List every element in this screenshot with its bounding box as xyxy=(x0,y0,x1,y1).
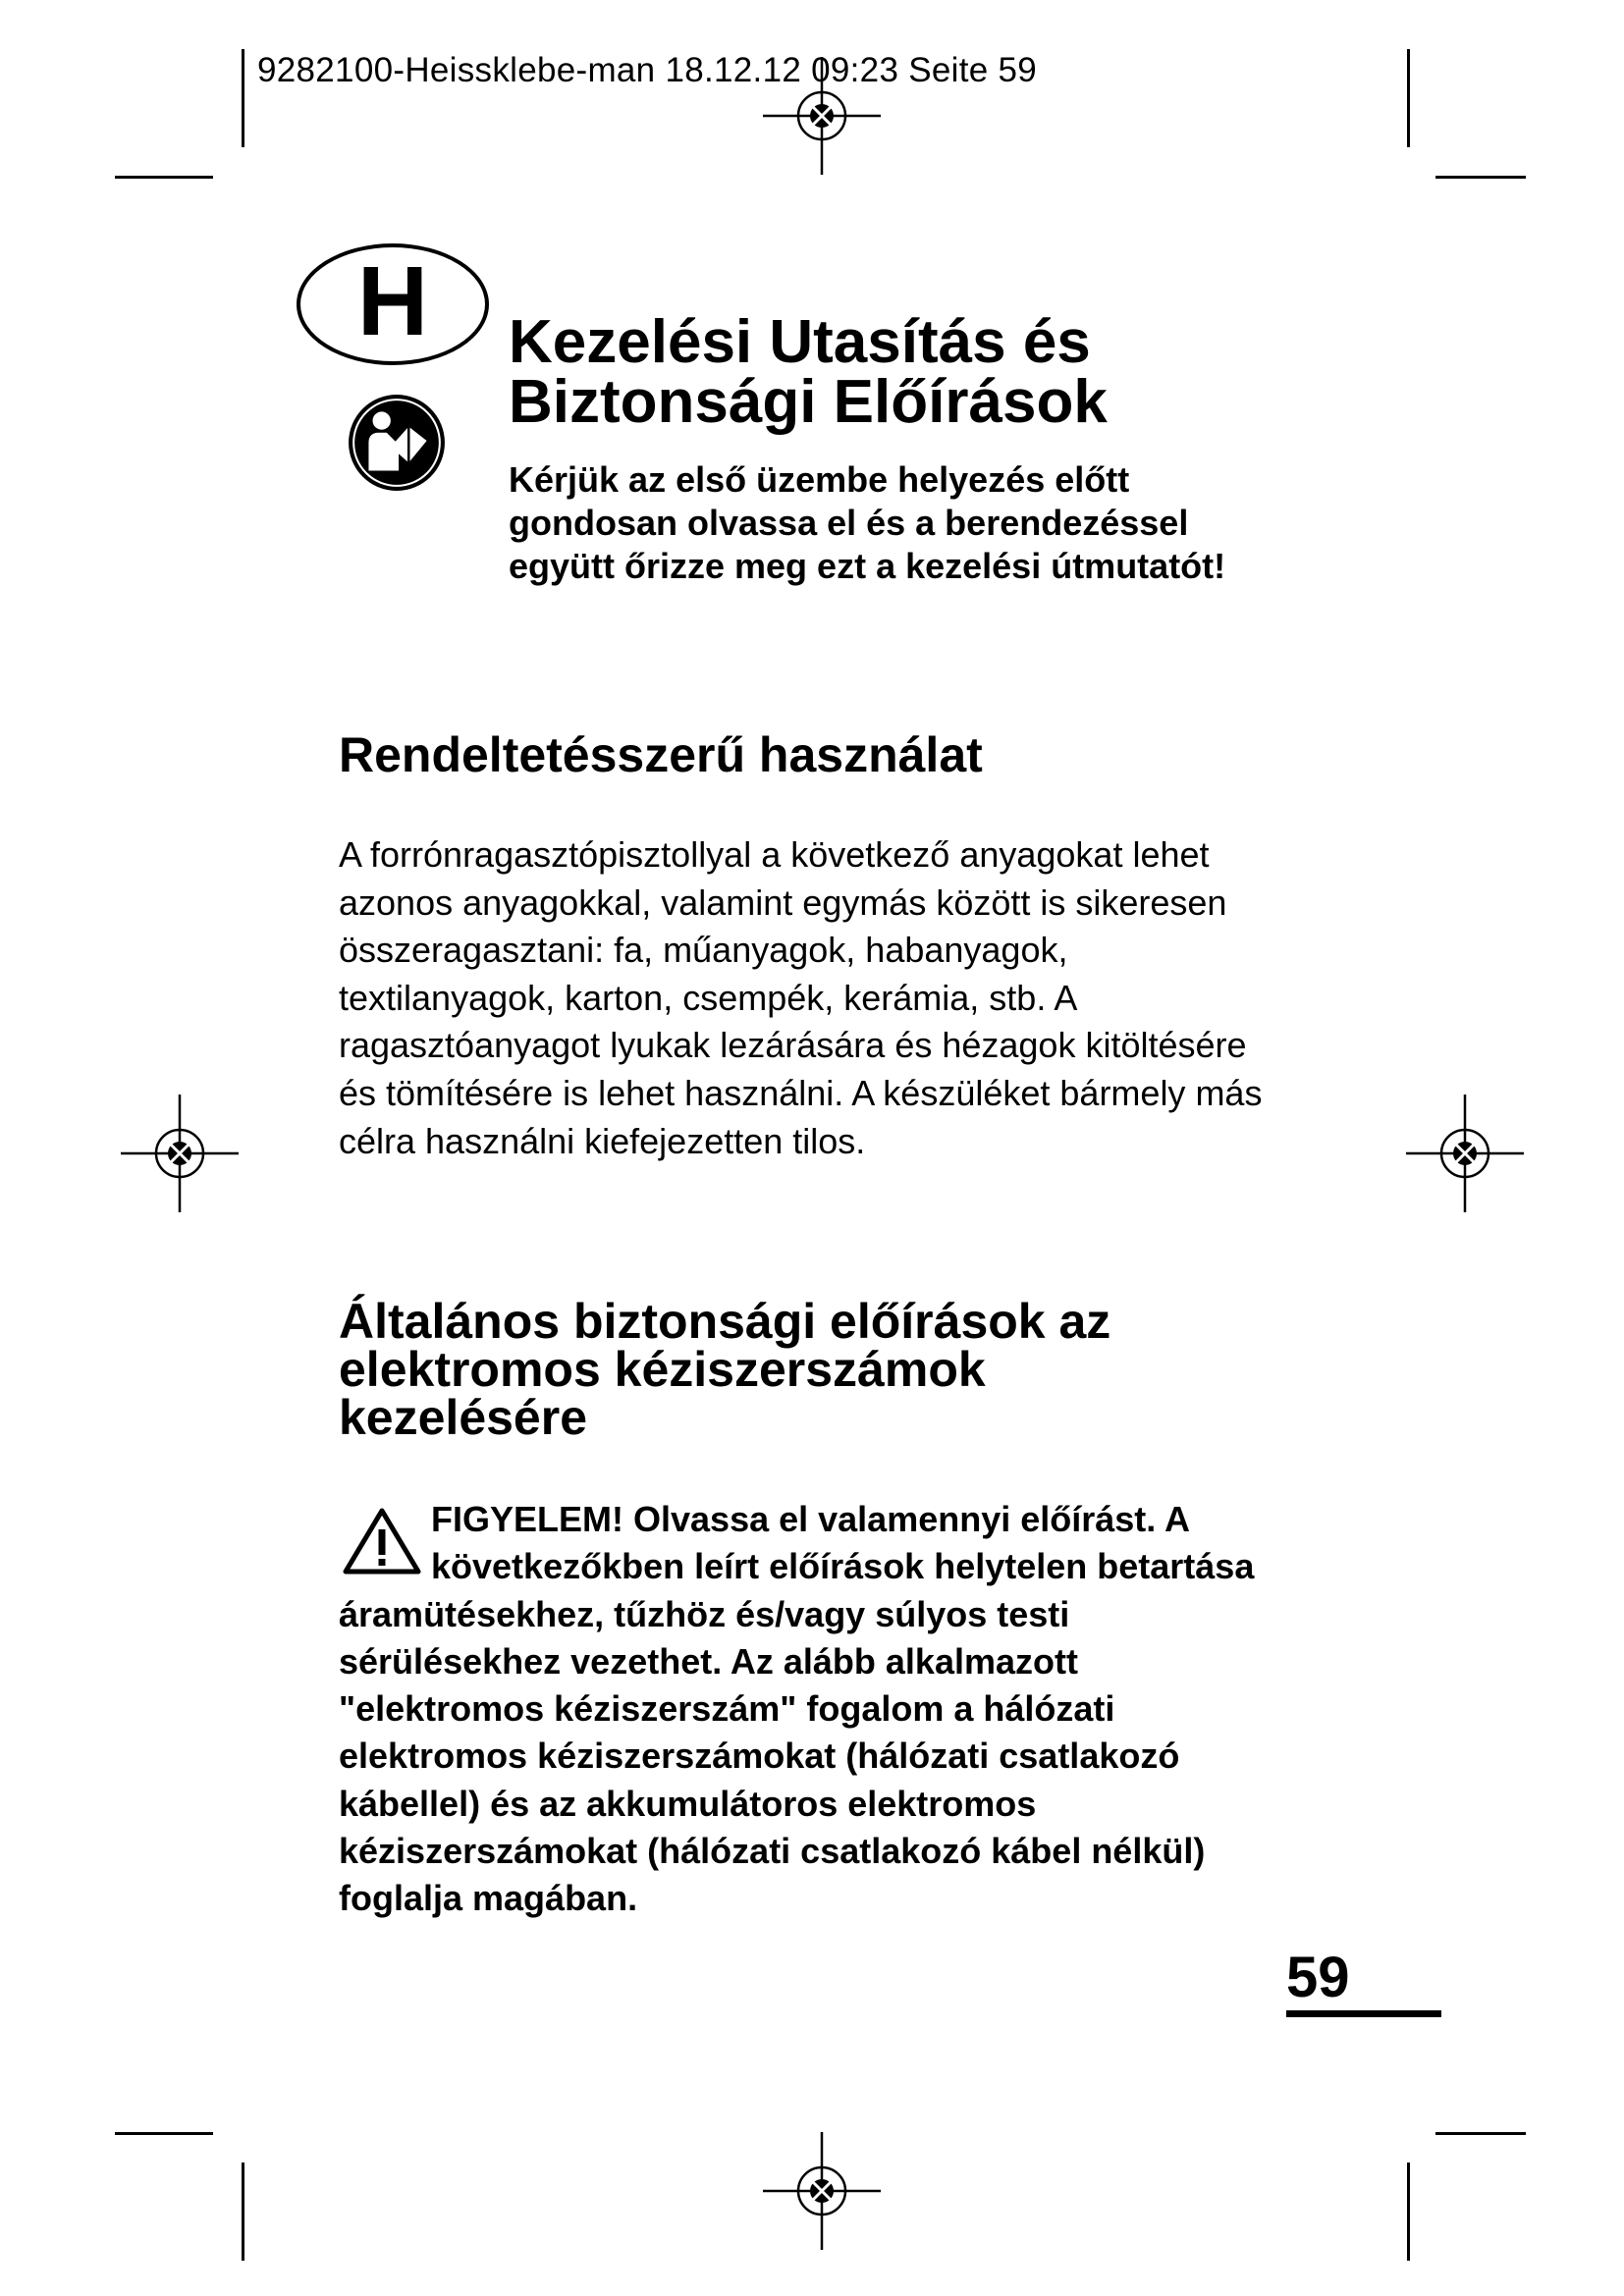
read-manual-icon xyxy=(347,393,447,493)
crop-mark-bottom-right-horizontal xyxy=(1435,2132,1526,2135)
crop-mark-bottom-right-vertical xyxy=(1407,2163,1410,2261)
safety-heading-line-1: Általános biztonsági előírások az xyxy=(339,1294,1111,1349)
safety-heading-line-2: elektromos kéziszerszámok xyxy=(339,1342,986,1397)
page-title xyxy=(509,308,1294,436)
crop-mark-bottom-left-horizontal xyxy=(115,2132,213,2135)
intro-text: Kérjük az első üzembe helyezés előtt gondosan olvassa el és a berendezéssel együtt őrizze meg ezt a kezelési útmutatót! xyxy=(509,459,1226,586)
registration-mark-icon xyxy=(121,1095,239,1212)
section-heading-intended-use: Rendeltetésszerű használat xyxy=(339,727,983,782)
crop-mark-top-right-vertical xyxy=(1407,49,1410,147)
safety-warning-text: FIGYELEM! Olvassa el valamennyi előírást. A következőkben leírt előírások helytelen betartása áramütésekhez, tűzhöz és/vagy súlyos testi sérülésekhez vezethet. Az alább alkalmazott "elektromos kéziszerszám" fogalom a hálózati elektromos kéziszerszámokat (hálózati csatlakozó kábellel) és az akkumulátoros elektromos kéziszerszámokat (hálózati csatlakozó kábel nélkül) foglalja magában. xyxy=(339,1499,1255,1919)
registration-mark-icon xyxy=(1406,1095,1524,1212)
crop-mark-top-right-horizontal xyxy=(1435,176,1526,179)
crop-mark-bottom-left-vertical xyxy=(242,2163,244,2261)
page-number: 59 xyxy=(1286,1946,1350,2009)
section-body-intended-use: A forrónragasztópisztollyal a következő anyagokat lehet azonos anyagokkal, valamint egymás között is sikeresen összeragasztani: fa, műanyagok, habanyagok, textilanyagok, karton, csempék, kerámia, stb. A ragasztóanyagot lyukak lezárására és hézagok kitöltésére és tömítésére is lehet használni. A készüléket bármely más célra használni kiefejezetten tilos. xyxy=(339,834,1263,1161)
crop-mark-top-left-horizontal xyxy=(115,176,213,179)
section-heading-safety xyxy=(339,1294,1321,1445)
print-slug: 9282100-Heissklebe-man 18.12.12 09:23 Seite 59 xyxy=(257,51,1038,89)
title-line-1: Kezelési Utasítás és xyxy=(509,308,1091,376)
safety-heading-line-3: kezelésére xyxy=(339,1390,588,1445)
registration-mark-icon xyxy=(763,2132,881,2250)
language-badge: H xyxy=(297,243,489,365)
crop-mark-top-left-vertical xyxy=(242,49,244,147)
registration-mark-icon xyxy=(763,57,881,175)
page-number-rule xyxy=(1286,2010,1441,2017)
safety-warning-block xyxy=(339,1496,1262,1923)
title-line-2: Biztonsági Előírások xyxy=(509,368,1108,436)
